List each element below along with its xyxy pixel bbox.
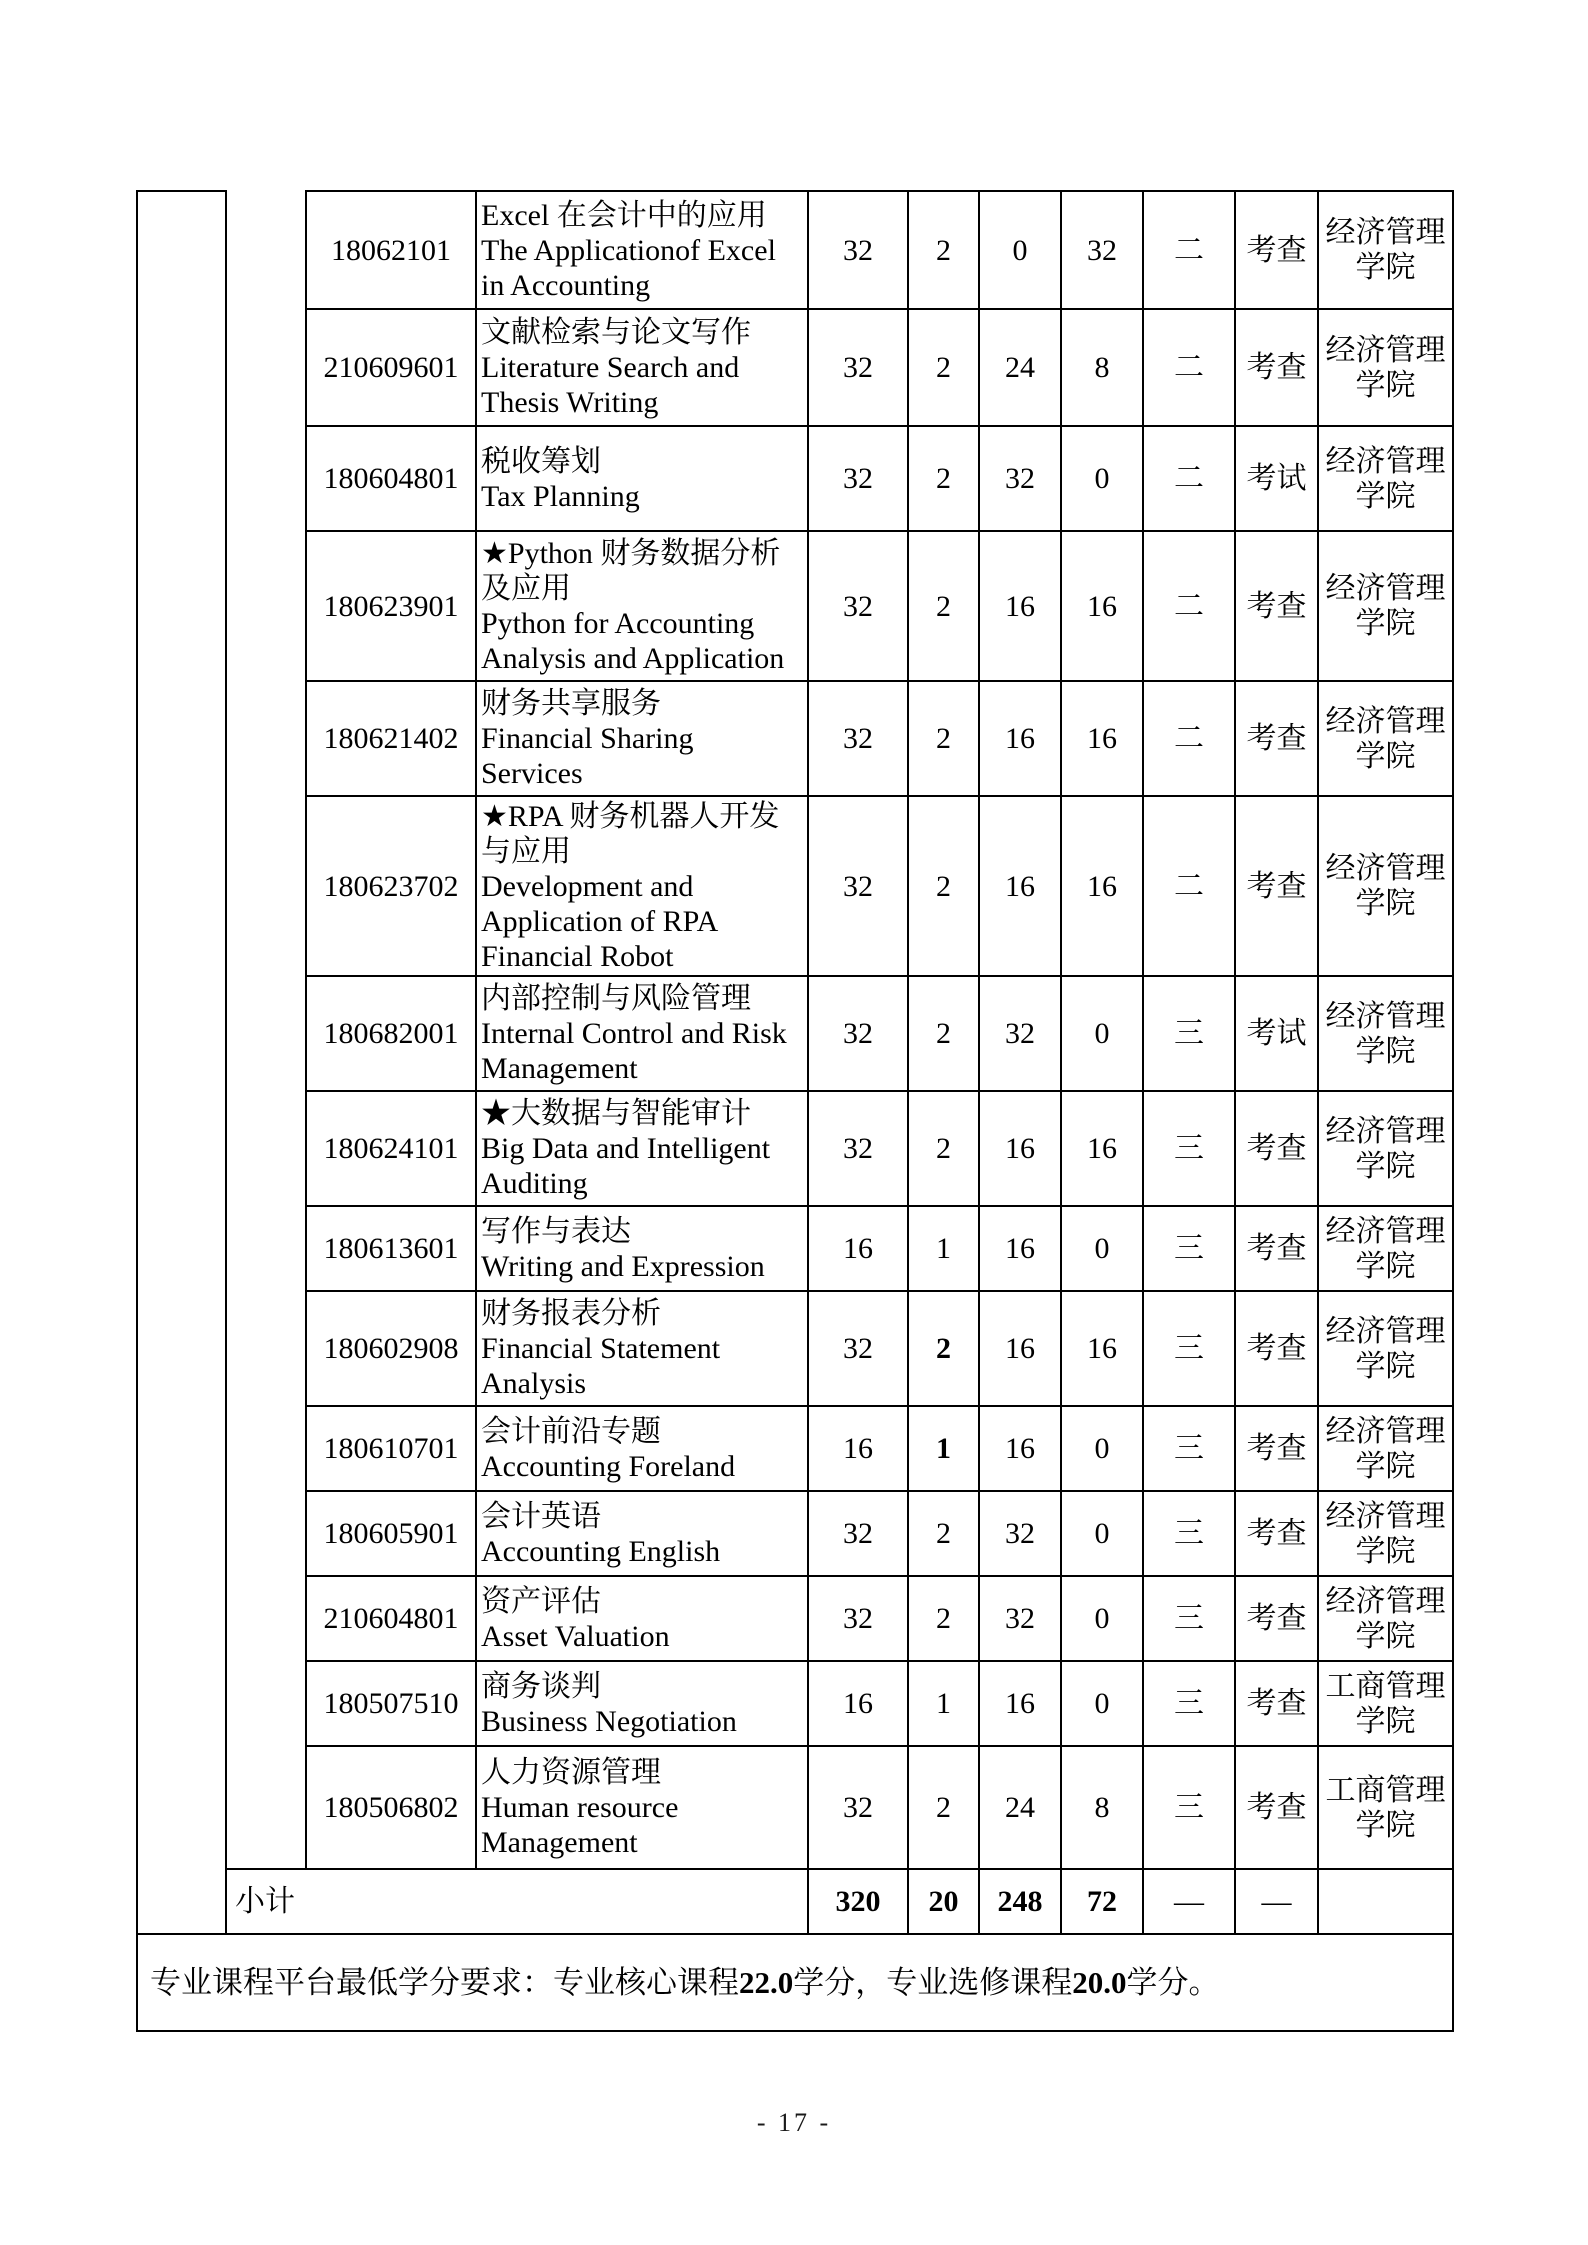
course-name-cell: 人力资源管理 Human resource Management <box>475 1745 807 1868</box>
course-code-cell: 180604801 <box>305 425 475 530</box>
course-credits-cell: 2 <box>907 1575 978 1660</box>
course-assessment-cell: 考查 <box>1234 1290 1317 1405</box>
course-credits-cell: 1 <box>907 1205 978 1290</box>
page-number: - 17 - <box>756 2108 832 2137</box>
course-hours-cell: 16 <box>807 1405 907 1490</box>
course-assessment-cell: 考查 <box>1234 1205 1317 1290</box>
course-credits-cell: 1 <box>907 1405 978 1490</box>
course-theory-hours-cell: 32 <box>978 975 1060 1090</box>
course-name-cell: 内部控制与风险管理 Internal Control and Risk Management <box>475 975 807 1090</box>
course-theory-hours-cell: 24 <box>978 308 1060 425</box>
course-theory-hours-cell: 16 <box>978 795 1060 975</box>
course-assessment-cell: 考查 <box>1234 1660 1317 1745</box>
course-hours-cell: 32 <box>807 975 907 1090</box>
course-hours-cell: 32 <box>807 1090 907 1205</box>
course-name-cell: 商务谈判 Business Negotiation <box>475 1660 807 1745</box>
course-code-cell: 180623901 <box>305 530 475 680</box>
course-hours-cell: 32 <box>807 190 907 308</box>
course-practice-hours-cell: 8 <box>1060 308 1142 425</box>
course-credits-cell: 2 <box>907 1090 978 1205</box>
course-name-cell: 资产评估 Asset Valuation <box>475 1575 807 1660</box>
course-code-cell: 180682001 <box>305 975 475 1090</box>
minimum-credit-requirement-note <box>138 1933 1452 2030</box>
course-name-cell: 财务共享服务 Financial Sharing Services <box>475 680 807 795</box>
course-hours-cell: 16 <box>807 1660 907 1745</box>
course-hours-cell: 32 <box>807 1575 907 1660</box>
note-text: 专业课程平台最低学分要求：专业核心课程 <box>150 1965 739 2000</box>
course-code-cell: 180605901 <box>305 1490 475 1575</box>
subtotal-credits-cell: 20 <box>907 1868 978 1933</box>
category-column-empty-cell <box>138 190 225 1933</box>
course-school-cell: 经济管理 学院 <box>1317 680 1452 795</box>
course-school-cell: 工商管理 学院 <box>1317 1745 1452 1868</box>
course-name-cell: ★大数据与智能审计 Big Data and Intelligent Auditing <box>475 1090 807 1205</box>
course-assessment-cell: 考试 <box>1234 425 1317 530</box>
course-semester-cell: 三 <box>1142 1205 1234 1290</box>
subtotal-theory-hours-cell: 248 <box>978 1868 1060 1933</box>
course-credits-cell: 2 <box>907 1290 978 1405</box>
subtotal-hours-cell: 320 <box>807 1868 907 1933</box>
course-theory-hours-cell: 16 <box>978 1090 1060 1205</box>
course-name-cell: Excel 在会计中的应用 The Applicationof Excel in Accounting <box>475 190 807 308</box>
course-name-cell: 会计前沿专题 Accounting Foreland <box>475 1405 807 1490</box>
course-practice-hours-cell: 0 <box>1060 425 1142 530</box>
curriculum-table <box>136 190 1454 2032</box>
course-credits-cell: 2 <box>907 530 978 680</box>
course-assessment-cell: 考查 <box>1234 1745 1317 1868</box>
subtotal-semester-cell: — <box>1142 1868 1234 1933</box>
course-credits-cell: 2 <box>907 308 978 425</box>
course-practice-hours-cell: 16 <box>1060 1290 1142 1405</box>
course-practice-hours-cell: 0 <box>1060 1490 1142 1575</box>
course-semester-cell: 二 <box>1142 680 1234 795</box>
course-semester-cell: 三 <box>1142 1490 1234 1575</box>
course-school-cell: 经济管理 学院 <box>1317 425 1452 530</box>
course-practice-hours-cell: 32 <box>1060 190 1142 308</box>
course-school-cell: 经济管理 学院 <box>1317 1090 1452 1205</box>
course-hours-cell: 32 <box>807 308 907 425</box>
course-name-cell: 财务报表分析 Financial Statement Analysis <box>475 1290 807 1405</box>
course-code-cell: 180623702 <box>305 795 475 975</box>
course-school-cell: 经济管理 学院 <box>1317 1205 1452 1290</box>
course-semester-cell: 二 <box>1142 190 1234 308</box>
course-school-cell: 经济管理 学院 <box>1317 1290 1452 1405</box>
course-name-cell: 写作与表达 Writing and Expression <box>475 1205 807 1290</box>
course-practice-hours-cell: 16 <box>1060 1090 1142 1205</box>
course-name-cell: ★Python 财务数据分析 及应用 Python for Accounting Analysis and Application <box>475 530 807 680</box>
course-hours-cell: 32 <box>807 1745 907 1868</box>
course-credits-cell: 1 <box>907 1660 978 1745</box>
course-semester-cell: 三 <box>1142 1090 1234 1205</box>
course-code-cell: 180602908 <box>305 1290 475 1405</box>
course-theory-hours-cell: 32 <box>978 1575 1060 1660</box>
subtotal-practice-hours-cell: 72 <box>1060 1868 1142 1933</box>
course-school-cell: 经济管理 学院 <box>1317 308 1452 425</box>
course-theory-hours-cell: 16 <box>978 1290 1060 1405</box>
course-theory-hours-cell: 16 <box>978 530 1060 680</box>
course-code-cell: 210609601 <box>305 308 475 425</box>
course-practice-hours-cell: 0 <box>1060 975 1142 1090</box>
course-semester-cell: 二 <box>1142 795 1234 975</box>
note-credit-value: 22.0 <box>739 1965 794 2000</box>
course-semester-cell: 二 <box>1142 425 1234 530</box>
course-assessment-cell: 考查 <box>1234 190 1317 308</box>
course-theory-hours-cell: 32 <box>978 1490 1060 1575</box>
course-name-cell: ★RPA 财务机器人开发 与应用 Development and Application of RPA Financial Robot <box>475 795 807 975</box>
course-theory-hours-cell: 24 <box>978 1745 1060 1868</box>
course-practice-hours-cell: 16 <box>1060 680 1142 795</box>
course-code-cell: 180624101 <box>305 1090 475 1205</box>
course-semester-cell: 二 <box>1142 308 1234 425</box>
course-hours-cell: 16 <box>807 1205 907 1290</box>
course-credits-cell: 2 <box>907 680 978 795</box>
course-school-cell: 工商管理 学院 <box>1317 1660 1452 1745</box>
course-code-cell: 180613601 <box>305 1205 475 1290</box>
course-code-cell: 180506802 <box>305 1745 475 1868</box>
course-hours-cell: 32 <box>807 680 907 795</box>
course-assessment-cell: 考查 <box>1234 1090 1317 1205</box>
subcategory-column-empty-cell <box>225 190 305 1868</box>
course-assessment-cell: 考查 <box>1234 795 1317 975</box>
course-credits-cell: 2 <box>907 190 978 308</box>
course-school-cell: 经济管理 学院 <box>1317 795 1452 975</box>
note-text: 学分，专业选修课程 <box>793 1965 1073 2000</box>
subtotal-school-cell <box>1317 1868 1452 1933</box>
course-school-cell: 经济管理 学院 <box>1317 1575 1452 1660</box>
course-practice-hours-cell: 0 <box>1060 1205 1142 1290</box>
course-practice-hours-cell: 0 <box>1060 1575 1142 1660</box>
course-theory-hours-cell: 32 <box>978 425 1060 530</box>
course-semester-cell: 三 <box>1142 1405 1234 1490</box>
course-semester-cell: 三 <box>1142 1575 1234 1660</box>
course-semester-cell: 三 <box>1142 1745 1234 1868</box>
course-credits-cell: 2 <box>907 975 978 1090</box>
course-name-cell: 税收筹划 Tax Planning <box>475 425 807 530</box>
course-school-cell: 经济管理 学院 <box>1317 975 1452 1090</box>
course-school-cell: 经济管理 学院 <box>1317 1405 1452 1490</box>
course-assessment-cell: 考查 <box>1234 308 1317 425</box>
course-code-cell: 180621402 <box>305 680 475 795</box>
course-hours-cell: 32 <box>807 1490 907 1575</box>
course-theory-hours-cell: 16 <box>978 1405 1060 1490</box>
course-hours-cell: 32 <box>807 1290 907 1405</box>
course-theory-hours-cell: 0 <box>978 190 1060 308</box>
course-credits-cell: 2 <box>907 795 978 975</box>
course-code-cell: 210604801 <box>305 1575 475 1660</box>
course-code-cell: 180610701 <box>305 1405 475 1490</box>
course-code-cell: 180507510 <box>305 1660 475 1745</box>
course-hours-cell: 32 <box>807 530 907 680</box>
course-practice-hours-cell: 16 <box>1060 795 1142 975</box>
subtotal-assessment-cell: — <box>1234 1868 1317 1933</box>
course-semester-cell: 三 <box>1142 975 1234 1090</box>
course-credits-cell: 2 <box>907 1490 978 1575</box>
course-name-cell: 会计英语 Accounting English <box>475 1490 807 1575</box>
course-semester-cell: 三 <box>1142 1290 1234 1405</box>
course-practice-hours-cell: 0 <box>1060 1660 1142 1745</box>
course-hours-cell: 32 <box>807 425 907 530</box>
course-school-cell: 经济管理 学院 <box>1317 530 1452 680</box>
subtotal-label-cell: 小计 <box>225 1868 807 1933</box>
course-name-cell: 文献检索与论文写作 Literature Search and Thesis Writing <box>475 308 807 425</box>
course-assessment-cell: 考试 <box>1234 975 1317 1090</box>
course-assessment-cell: 考查 <box>1234 1405 1317 1490</box>
course-semester-cell: 二 <box>1142 530 1234 680</box>
course-assessment-cell: 考查 <box>1234 1575 1317 1660</box>
course-practice-hours-cell: 16 <box>1060 530 1142 680</box>
course-assessment-cell: 考查 <box>1234 530 1317 680</box>
note-credit-value: 20.0 <box>1072 1965 1127 2000</box>
course-assessment-cell: 考查 <box>1234 680 1317 795</box>
course-theory-hours-cell: 16 <box>978 1205 1060 1290</box>
course-code-cell: 18062101 <box>305 190 475 308</box>
course-practice-hours-cell: 0 <box>1060 1405 1142 1490</box>
course-school-cell: 经济管理 学院 <box>1317 1490 1452 1575</box>
note-text: 学分。 <box>1126 1965 1220 2000</box>
course-theory-hours-cell: 16 <box>978 1660 1060 1745</box>
course-practice-hours-cell: 8 <box>1060 1745 1142 1868</box>
course-credits-cell: 2 <box>907 1745 978 1868</box>
course-credits-cell: 2 <box>907 425 978 530</box>
course-semester-cell: 三 <box>1142 1660 1234 1745</box>
course-school-cell: 经济管理 学院 <box>1317 190 1452 308</box>
course-assessment-cell: 考查 <box>1234 1490 1317 1575</box>
course-hours-cell: 32 <box>807 795 907 975</box>
course-theory-hours-cell: 16 <box>978 680 1060 795</box>
